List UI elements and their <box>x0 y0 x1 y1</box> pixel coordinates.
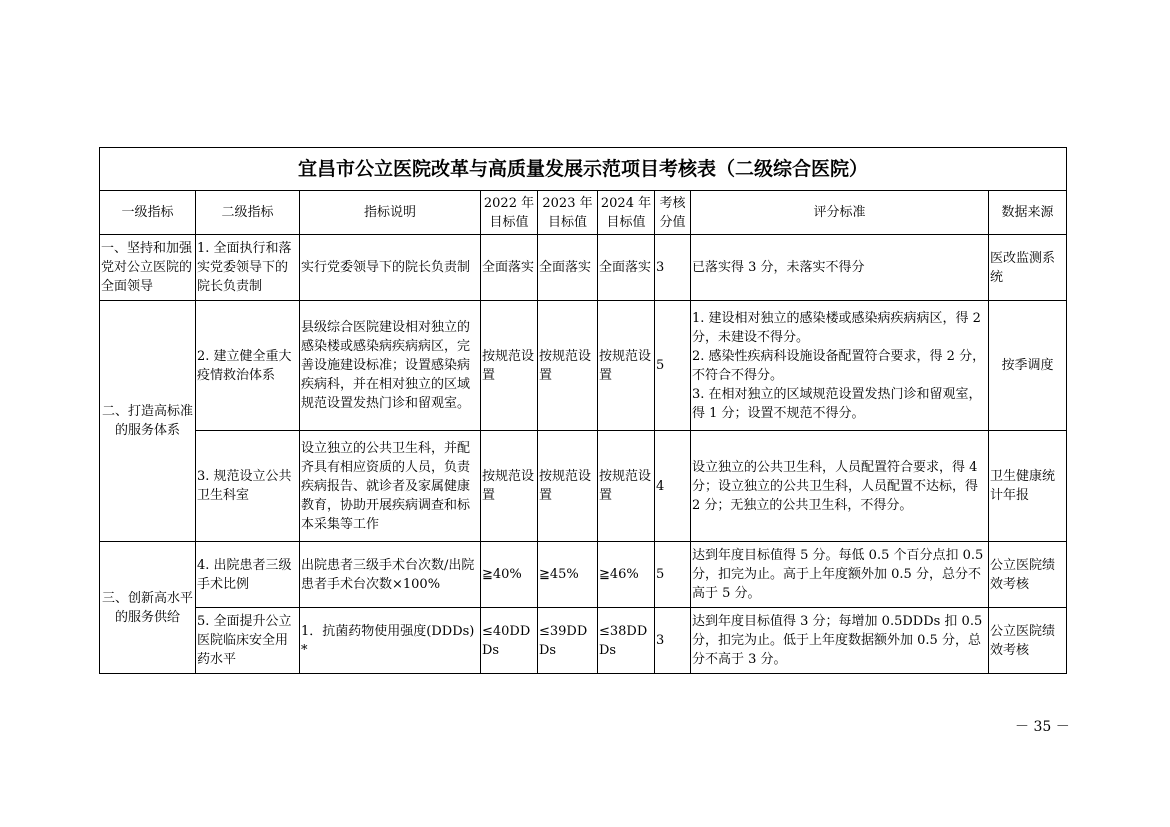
score-cell: 4 <box>655 431 691 542</box>
criteria-cell: 1. 建设相对独立的感染楼或感染病疾病病区，得 2 分，未建设不得分。 2. 感染性疾病科设施设备配置符合要求，得 2 分，不符合不得分。 3. 在相对独立的区域规范设置发热门诊和留观室，得 1 分；设置不规范不得分。 <box>691 301 989 431</box>
criteria-cell: 达到年度目标值得 3 分；每增加 0.5DDDs 扣 0.5 分，扣完为止。低于上年度数据额外加 0.5 分，总分不高于 3 分。 <box>691 608 989 674</box>
target-2023-cell: 按规范设置 <box>538 301 598 431</box>
target-2023-cell: 全面落实 <box>538 235 598 301</box>
header-criteria: 评分标准 <box>691 191 989 235</box>
header-level2: 二级指标 <box>196 191 300 235</box>
header-2024: 2024 年目标值 <box>598 191 655 235</box>
source-cell: 公立医院绩效考核 <box>989 608 1067 674</box>
desc-cell: 出院患者三级手术台次数/出院患者手术台次数×100% <box>300 542 481 608</box>
table-row <box>100 542 1067 608</box>
table-row <box>100 608 1067 674</box>
score-cell: 3 <box>655 608 691 674</box>
level2-cell: 4. 出院患者三级手术比例 <box>196 542 300 608</box>
score-cell: 5 <box>655 301 691 431</box>
level1-cell: 二、打造高标准的服务体系 <box>100 301 196 542</box>
source-cell: 医改监测系统 <box>989 235 1067 301</box>
assessment-sheet <box>99 147 1066 674</box>
level2-cell: 2. 建立健全重大疫情救治体系 <box>196 301 300 431</box>
table-title: 宜昌市公立医院改革与高质量发展示范项目考核表（二级综合医院） <box>100 148 1067 191</box>
target-2024-cell: 按规范设置 <box>598 431 655 542</box>
table-row <box>100 301 1067 431</box>
target-2023-cell: ≤39DDDs <box>538 608 598 674</box>
page-number: － 35 － <box>1015 719 1070 735</box>
target-2024-cell: ≧46% <box>598 542 655 608</box>
header-row <box>100 191 1067 235</box>
level1-cell: 一、坚持和加强党对公立医院的全面领导 <box>100 235 196 301</box>
header-level1: 一级指标 <box>100 191 196 235</box>
header-score: 考核分值 <box>655 191 691 235</box>
level2-cell: 5. 全面提升公立医院临床安全用药水平 <box>196 608 300 674</box>
score-cell: 5 <box>655 542 691 608</box>
target-2022-cell: ≧40% <box>481 542 538 608</box>
level2-cell: 1. 全面执行和落实党委领导下的院长负责制 <box>196 235 300 301</box>
score-cell: 3 <box>655 235 691 301</box>
target-2023-cell: 按规范设置 <box>538 431 598 542</box>
target-2023-cell: ≧45% <box>538 542 598 608</box>
target-2022-cell: 按规范设置 <box>481 431 538 542</box>
criteria-cell: 设立独立的公共卫生科，人员配置符合要求，得 4 分；设立独立的公共卫生科，人员配置不达标，得 2 分；无独立的公共卫生科，不得分。 <box>691 431 989 542</box>
desc-cell: 1．抗菌药物使用强度(DDDs)* <box>300 608 481 674</box>
level1-cell: 三、创新高水平的服务供给 <box>100 542 196 674</box>
criteria-cell: 已落实得 3 分，未落实不得分 <box>691 235 989 301</box>
target-2024-cell: 全面落实 <box>598 235 655 301</box>
header-2022: 2022 年目标值 <box>481 191 538 235</box>
source-cell: 公立医院绩效考核 <box>989 542 1067 608</box>
desc-cell: 实行党委领导下的院长负责制 <box>300 235 481 301</box>
target-2022-cell: ≤40DDDs <box>481 608 538 674</box>
target-2022-cell: 全面落实 <box>481 235 538 301</box>
table-row <box>100 431 1067 542</box>
level2-cell: 3. 规范设立公共卫生科室 <box>196 431 300 542</box>
criteria-cell: 达到年度目标值得 5 分。每低 0.5 个百分点扣 0.5 分，扣完为止。高于上年度额外加 0.5 分，总分不高于 5 分。 <box>691 542 989 608</box>
table-row <box>100 235 1067 301</box>
source-cell: 按季调度 <box>989 301 1067 431</box>
target-2024-cell: 按规范设置 <box>598 301 655 431</box>
source-cell: 卫生健康统计年报 <box>989 431 1067 542</box>
desc-cell: 设立独立的公共卫生科，并配齐具有相应资质的人员，负责疾病报告、就诊者及家属健康教育，协助开展疾病调查和标本采集等工作 <box>300 431 481 542</box>
assessment-table <box>99 147 1067 674</box>
header-source: 数据来源 <box>989 191 1067 235</box>
header-desc: 指标说明 <box>300 191 481 235</box>
desc-cell: 县级综合医院建设相对独立的感染楼或感染病疾病病区，完善设施建设标准；设置感染病疾病科，并在相对独立的区域规范设置发热门诊和留观室。 <box>300 301 481 431</box>
target-2022-cell: 按规范设置 <box>481 301 538 431</box>
target-2024-cell: ≤38DDDs <box>598 608 655 674</box>
header-2023: 2023 年目标值 <box>538 191 598 235</box>
